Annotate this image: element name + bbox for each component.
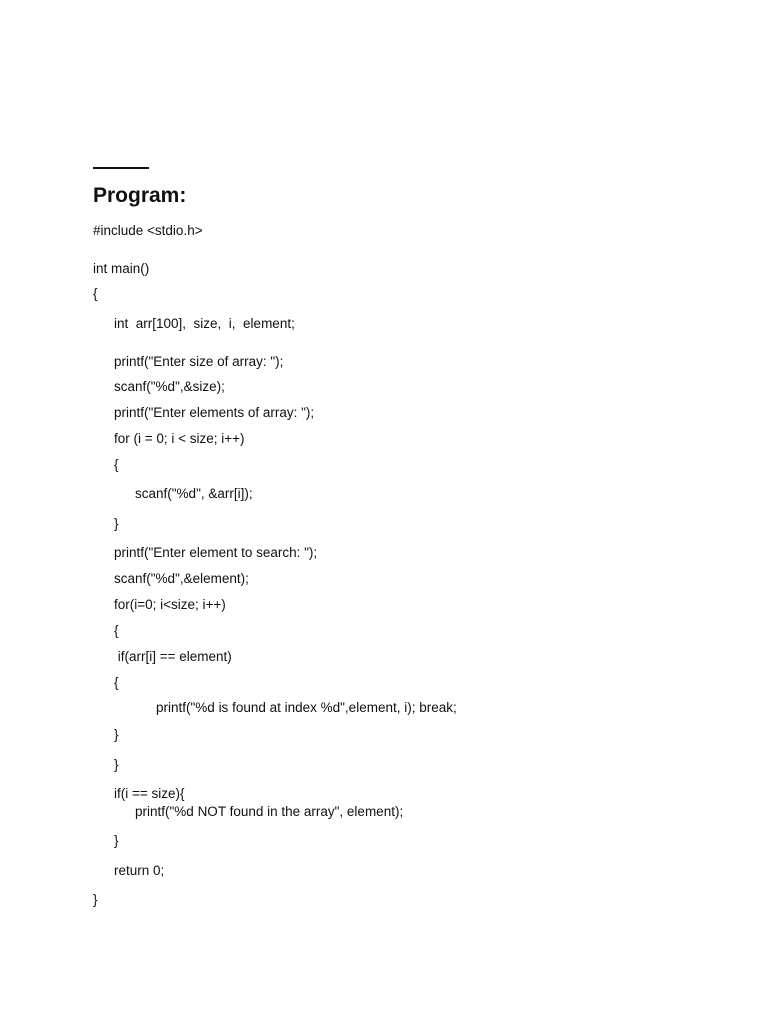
code-line: scanf("%d",&size); xyxy=(114,379,225,394)
code-line: } xyxy=(114,833,119,848)
program-heading: Program: xyxy=(93,184,187,207)
code-line: } xyxy=(93,892,98,907)
code-line: } xyxy=(114,516,119,531)
code-line: if(i == size){ xyxy=(114,786,185,801)
code-line: printf("%d NOT found in the array", element); xyxy=(135,804,404,819)
code-line: int main() xyxy=(93,261,150,276)
code-line: int arr[100], size, i, element; xyxy=(114,316,295,331)
code-line: for(i=0; i<size; i++) xyxy=(114,597,226,612)
code-line: { xyxy=(114,675,119,690)
code-line: scanf("%d",&element); xyxy=(114,571,249,586)
code-line: printf("Enter elements of array: "); xyxy=(114,405,315,420)
code-line: return 0; xyxy=(114,863,165,878)
code-line: } xyxy=(114,727,119,742)
code-line: { xyxy=(114,457,119,472)
code-line: { xyxy=(93,286,98,301)
code-line: for (i = 0; i < size; i++) xyxy=(114,431,245,446)
code-line: if(arr[i] == element) xyxy=(114,649,232,664)
code-line: printf("Enter size of array: "); xyxy=(114,354,284,369)
code-line: printf("Enter element to search: "); xyxy=(114,545,318,560)
code-line: printf("%d is found at index %d",element, i); break; xyxy=(156,700,457,715)
code-line: scanf("%d", &arr[i]); xyxy=(135,486,253,501)
heading-rule xyxy=(93,167,149,169)
code-line: #include <stdio.h> xyxy=(93,223,203,238)
code-line: } xyxy=(114,757,119,772)
code-line: { xyxy=(114,623,119,638)
